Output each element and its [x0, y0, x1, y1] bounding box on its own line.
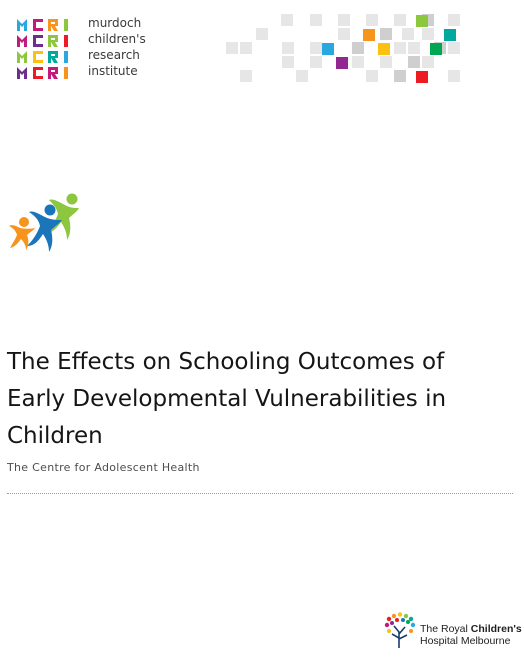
mcri-logo: [17, 15, 167, 81]
document-title-line: The Effects on Schooling Outcomes of: [7, 349, 445, 375]
rch-wordmark-line2: Hospital Melbourne: [420, 635, 511, 647]
rch-wordmark-regular: The Royal: [420, 623, 471, 635]
rch-wordmark-bold: Children's: [470, 623, 522, 635]
mcri-wordmark-line: research: [88, 48, 140, 62]
rch-tree-icon: [384, 612, 416, 648]
rch-logo: [384, 612, 524, 652]
children-figures-icon: [9, 190, 83, 256]
mcri-wordmark: [88, 15, 178, 79]
mcri-wordmark-line: institute: [88, 64, 138, 78]
pixel-mosaic-decoration: [226, 14, 462, 86]
document-subtitle: The Centre for Adolescent Health: [7, 461, 200, 474]
mcri-wordmark-line: children's: [88, 32, 146, 46]
dotted-divider: [7, 493, 513, 494]
rch-wordmark: [420, 623, 522, 647]
rch-wordmark-line1: [420, 623, 522, 635]
document-title-line: Early Developmental Vulnerabilities in: [7, 386, 447, 412]
mcri-mark-icon: [17, 17, 79, 81]
document-title-line: Children: [7, 423, 103, 449]
mcri-wordmark-line: murdoch: [88, 16, 142, 30]
document-title: [7, 344, 512, 455]
